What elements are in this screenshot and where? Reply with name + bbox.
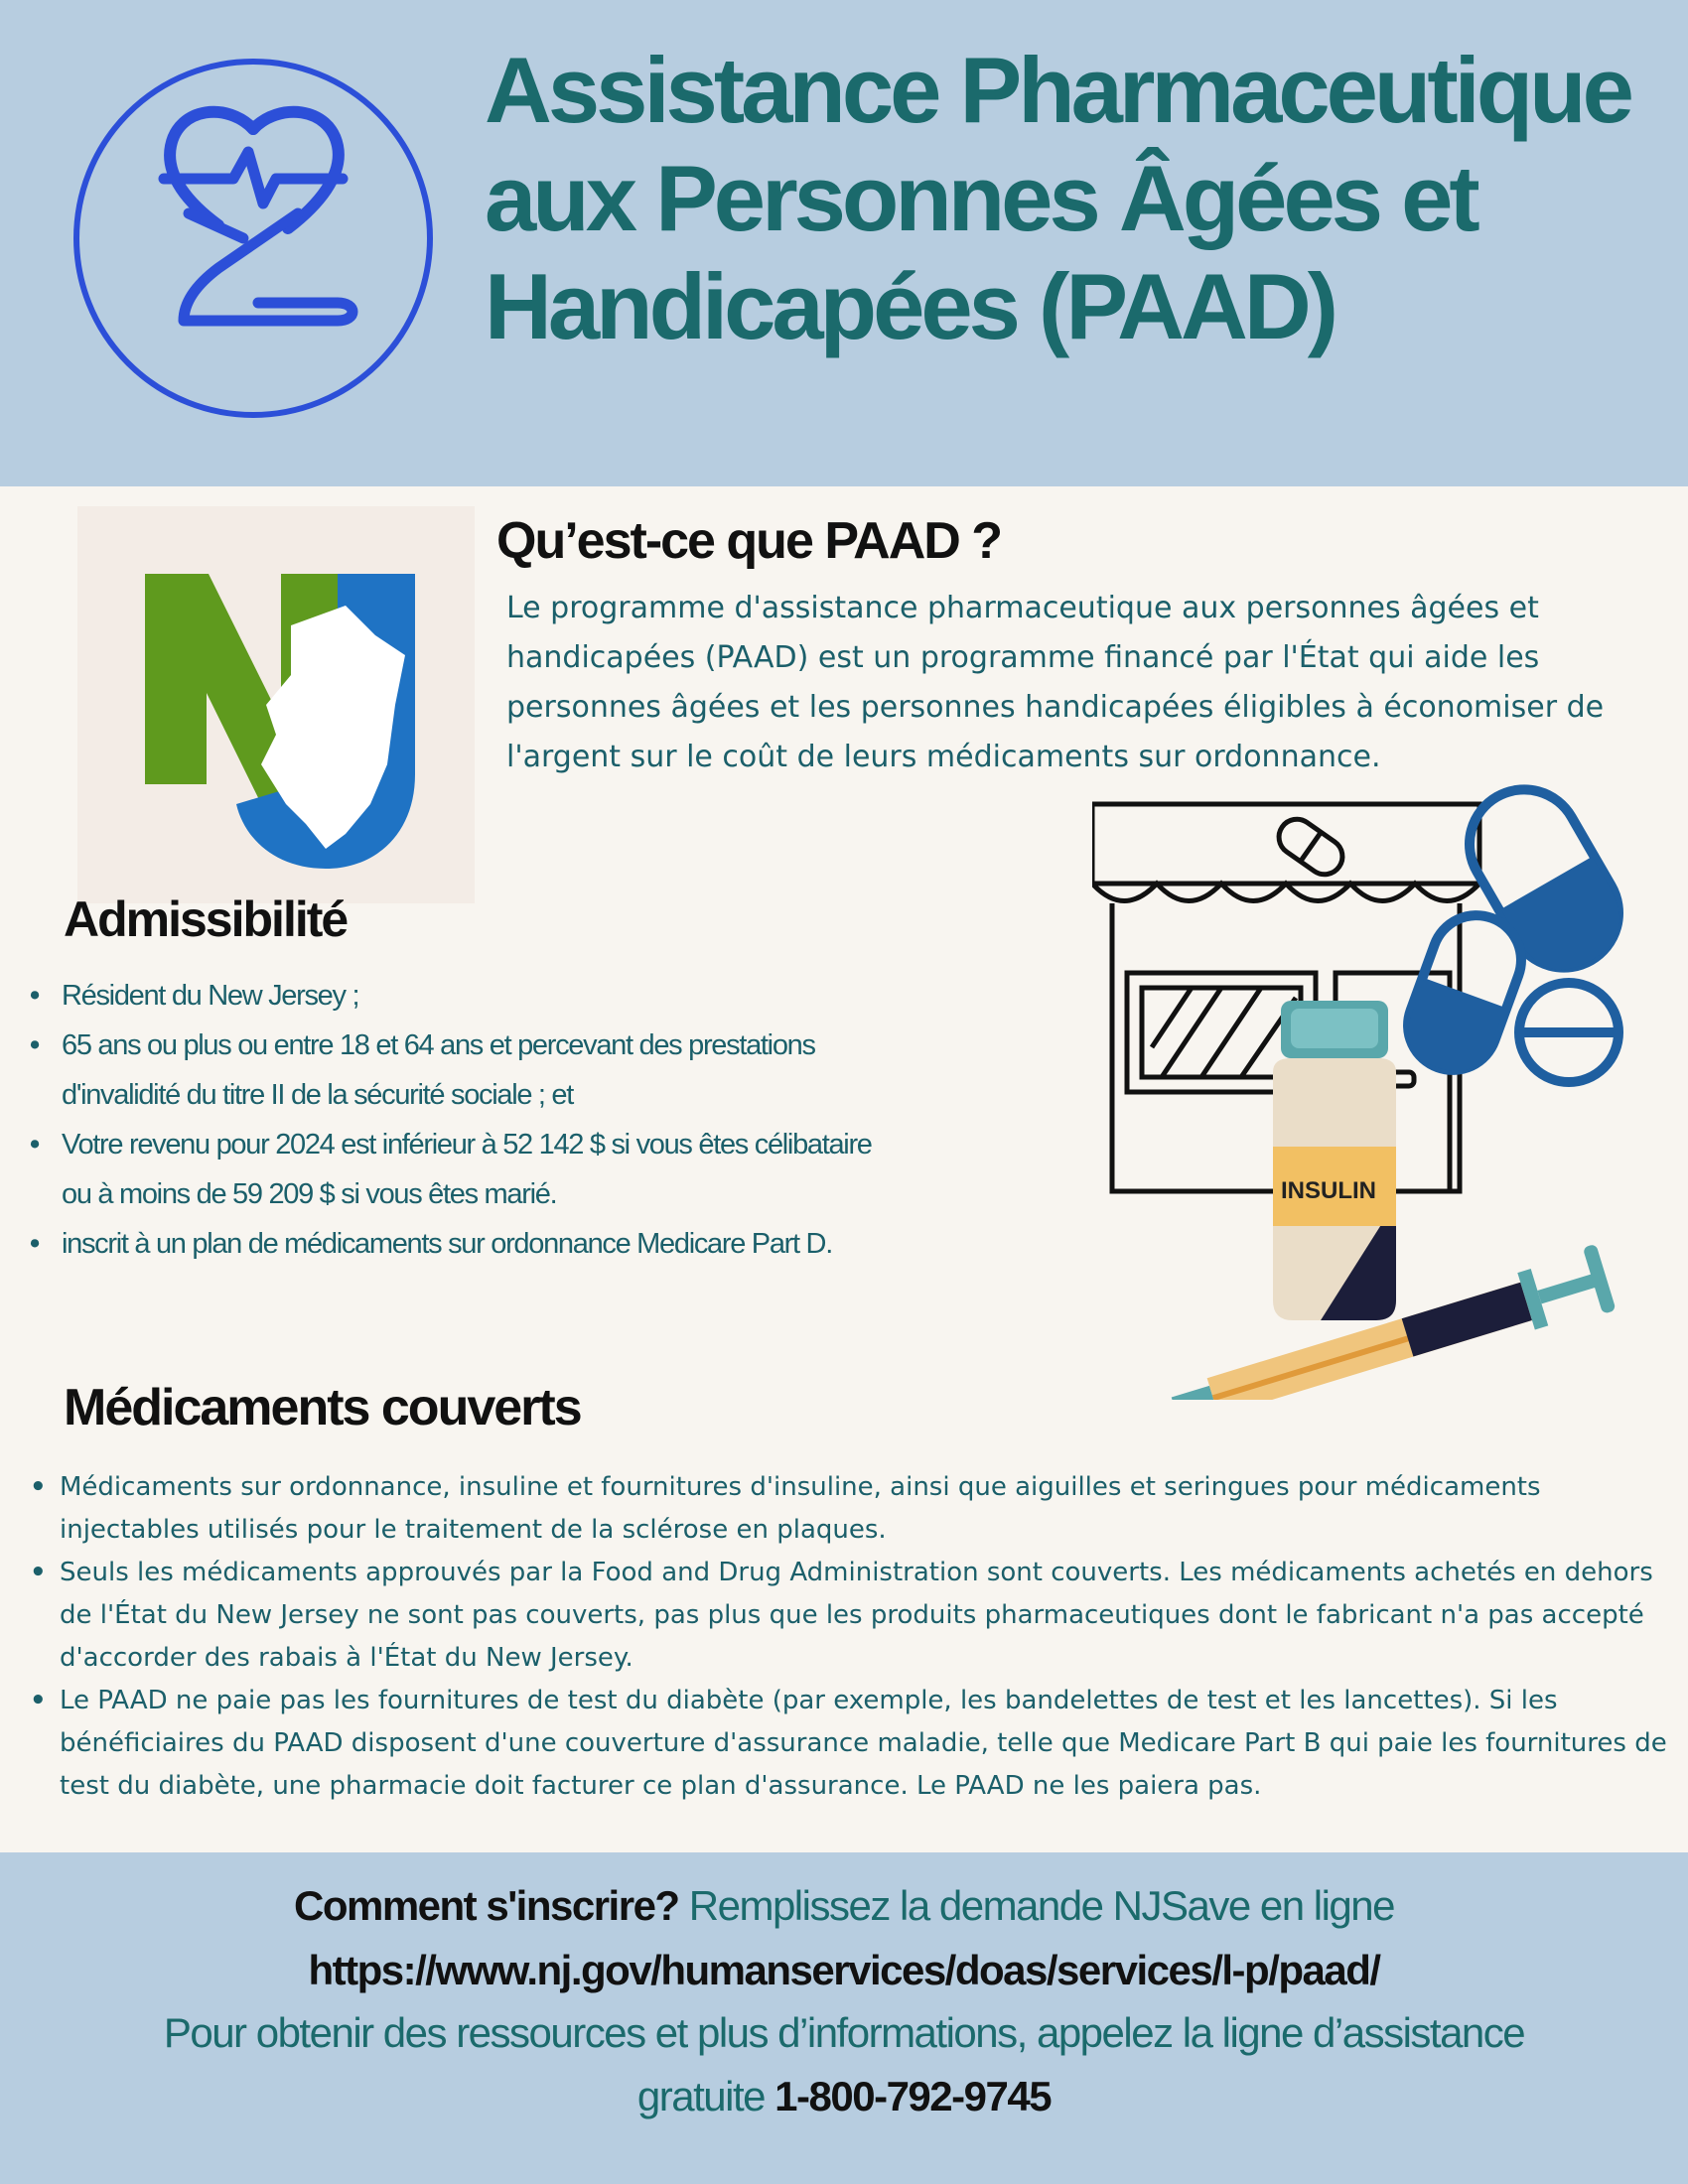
- bullet-icon: •: [30, 1228, 41, 1260]
- insulin-label: INSULIN: [1281, 1177, 1376, 1204]
- bullet-icon: •: [30, 1686, 47, 1715]
- list-item: • Médicaments sur ordonnance, insuline et fournitures d'insuline, ainsi que aiguilles et seringues pour médicaments injectables utilisés pour le traitement de la sclérose en plaques.: [30, 1466, 1668, 1552]
- heart-pulse-hand-icon: [70, 55, 437, 422]
- capsules-icon: [1395, 784, 1638, 1083]
- eligibility-heading: Admissibilité: [64, 891, 348, 947]
- list-item: • Résident du New Jersey ;: [30, 971, 894, 1021]
- list-item: • 65 ans ou plus ou entre 18 et 64 ans et percevant des prestations d'invalidité du titre II de la sécurité sociale ; et: [30, 1021, 894, 1120]
- bullet-icon: •: [30, 1472, 47, 1502]
- bullet-icon: •: [30, 1558, 47, 1587]
- page-title: Assistance Pharmaceutique aux Personnes Âgées et Handicapées (PAAD): [485, 38, 1630, 358]
- list-item: • inscrit à un plan de médicaments sur ordonnance Medicare Part D.: [30, 1219, 894, 1269]
- enroll-line: [0, 1882, 1688, 1930]
- bullet-icon: •: [30, 1129, 41, 1160]
- list-item: • Le PAAD ne paie pas les fournitures de test du diabète (par exemple, les bandelettes de test et les lancettes). Si les bénéficiaires du PAAD disposent d'une couverture d'assurance maladie, telle que Medicare Part B qui paie les fournitures de test du diabète, une pharmacie doit facturer ce plan d'assurance. Le PAAD ne les paiera pas.: [30, 1680, 1668, 1808]
- list-item: • Votre revenu pour 2024 est inférieur à 52 142 $ si vous êtes célibataire ou à moins de 59 209 $ si vous êtes marié.: [30, 1120, 894, 1219]
- bullet-icon: •: [30, 980, 41, 1012]
- enroll-answer: Remplissez la demande NJSave en ligne: [688, 1882, 1395, 1929]
- phone-line: [0, 2073, 1688, 2120]
- footer-banner: [0, 1852, 1688, 2184]
- insulin-vial-icon: [1273, 1001, 1396, 1320]
- list-item: • Seuls les médicaments approuvés par la Food and Drug Administration sont couverts. Les médicaments achetés en dehors de l'État du New Jersey ne sont pas couverts, pas plus que les produits pharmaceutiques dont le fabricant n'a pas accepté d'accorder des rabais à l'État du New Jersey.: [30, 1552, 1668, 1680]
- what-is-paad-text: Le programme d'assistance pharmaceutique aux personnes âgées et handicapées (PAAD) est un programme financé par l'État qui aide les personnes âgées et les personnes handicapées éligibles à économiser de l'argent sur le coût de leurs médicaments sur ordonnance.: [506, 591, 1605, 774]
- phone-number-link[interactable]: 1-800-792-9745: [774, 2073, 1052, 2119]
- enroll-question: Comment s'inscrire?: [293, 1882, 679, 1929]
- what-is-paad-heading: Qu’est-ce que PAAD ?: [496, 512, 1002, 570]
- covered-drugs-heading: Médicaments couverts: [64, 1379, 581, 1436]
- header-banner: [0, 0, 1688, 486]
- resources-text: Pour obtenir des ressources et plus d’informations, appelez la ligne d’assistance: [163, 2009, 1525, 2056]
- covered-drugs-list: [30, 1466, 1668, 1808]
- nj-state-map-logo: [77, 506, 475, 903]
- eligibility-list: [30, 971, 894, 1269]
- free-label: gratuite: [636, 2073, 765, 2119]
- pharmacy-illustration: [1092, 784, 1668, 1400]
- bullet-icon: •: [30, 1029, 41, 1061]
- paad-url-link[interactable]: https://www.nj.gov/humanservices/doas/services/l-p/paad/: [308, 1947, 1380, 1993]
